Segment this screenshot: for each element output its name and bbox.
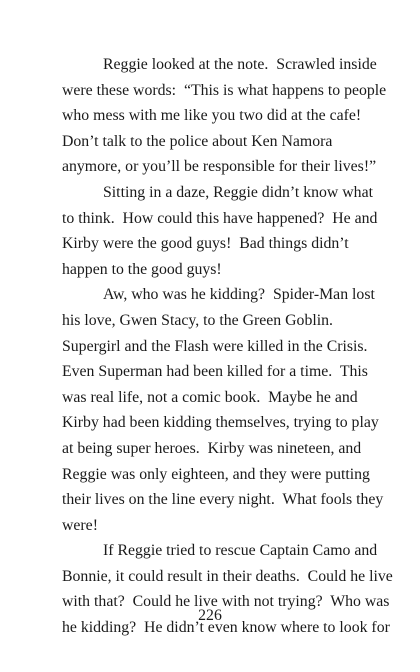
- text-line: Supergirl and the Flash were killed in the Crisis.: [62, 337, 368, 355]
- text-line: his love, Gwen Stacy, to the Green Goblin.: [62, 311, 333, 329]
- text-line: If Reggie tried to rescue Captain Camo and: [103, 542, 378, 560]
- page-number: 226: [198, 607, 222, 624]
- text-line: anymore, or you’ll be responsible for their lives!”: [62, 158, 377, 176]
- text-line: at being super heroes. Kirby was nineteen, and: [62, 439, 362, 457]
- text-line: with that? Could he live with not trying? Who was: [62, 593, 390, 611]
- text-line: Even Superman had been killed for a time. This: [62, 363, 368, 381]
- text-line: Aw, who was he kidding? Spider-Man lost: [103, 286, 375, 304]
- text-line: to think. How could this have happened? He and: [62, 209, 378, 227]
- text-line: happen to the good guys!: [62, 260, 222, 278]
- text-line: was real life, not a comic book. Maybe he and: [62, 388, 358, 406]
- text-line: Kirby were the good guys! Bad things didn’t: [62, 235, 349, 253]
- text-line: Sitting in a daze, Reggie didn’t know what: [103, 183, 373, 201]
- text-line: he kidding? He didn’t even know where to look for: [62, 619, 390, 637]
- text-line: were these words: “This is what happens to people: [62, 81, 387, 99]
- text-line: Don’t talk to the police about Ken Namora: [62, 132, 333, 150]
- text-line: Reggie looked at the note. Scrawled inside: [103, 56, 377, 73]
- text-line: Kirby had been kidding themselves, trying to play: [62, 414, 379, 432]
- page-body-text: [62, 52, 393, 641]
- text-line: Bonnie, it could result in their deaths. Could he live: [62, 567, 393, 585]
- text-line: Reggie was only eighteen, and they were putting: [62, 465, 370, 483]
- text-line: who mess with me like you two did at the cafe!: [62, 107, 362, 125]
- text-line: their lives on the line every night. What fools they: [62, 491, 384, 509]
- text-line: were!: [62, 516, 98, 534]
